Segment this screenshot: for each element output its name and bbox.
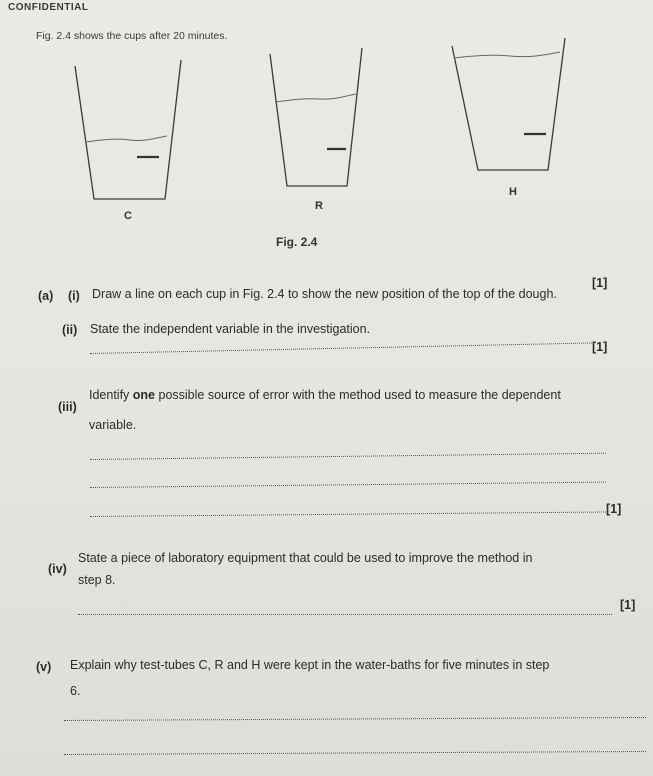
q-v-answer-line-1[interactable] [64,717,646,721]
q-iv-mark: [1] [620,598,636,612]
q-iii-number: (iii) [58,400,77,414]
cup-h-dough-level [454,52,560,58]
cup-c [75,60,181,199]
figure-intro-text: Fig. 2.4 shows the cups after 20 minutes. [36,30,228,42]
cup-c-label: C [124,210,132,222]
q-ii-text: State the independent variable in the investigation. [90,322,371,336]
q-v-text: Explain why test-tubes C, R and H were kept in the water-baths for five minutes in step [70,658,550,672]
figure-caption: Fig. 2.4 [276,235,318,249]
q-iv-text-line2: step 8. [78,573,116,587]
q-iii-answer-line-1[interactable] [90,453,606,460]
q-iii-text-line2: variable. [89,418,137,432]
q-i-text: Draw a line on each cup in Fig. 2.4 to show the new position of the top of the dough. [92,287,557,301]
q-i-number: (i) [68,289,80,303]
confidential-header: CONFIDENTIAL [8,2,89,13]
q-ii-number: (ii) [62,323,78,337]
q-v-text-line2: 6. [70,684,81,698]
q-iv-number: (iv) [48,562,67,576]
cup-r-dough-level [275,94,356,102]
q-ii-answer-line[interactable] [90,342,592,354]
q-v-number: (v) [36,660,52,674]
q-iv-text: State a piece of laboratory equipment that could be used to improve the method in [78,551,533,565]
q-iii-answer-line-2[interactable] [90,482,606,488]
cup-h-label: H [509,186,517,198]
q-ii-mark: [1] [592,340,608,354]
q-iii-mark: [1] [606,502,622,516]
cup-r-label: R [315,200,323,212]
part-a-label: (a) [38,289,54,303]
cups-figure [0,0,653,230]
q-iii-emphasis: one [132,388,156,402]
cup-c-dough-level [86,136,167,142]
q-i-mark: [1] [592,276,608,290]
q-iv-answer-line[interactable] [78,614,612,615]
q-iii-answer-line-3[interactable] [90,511,606,517]
cup-h [452,38,565,170]
q-v-answer-line-2[interactable] [64,751,646,755]
q-iii-text: Identify one possible source of error with the method used to measure the dependent [89,388,561,402]
cup-r [270,48,362,186]
